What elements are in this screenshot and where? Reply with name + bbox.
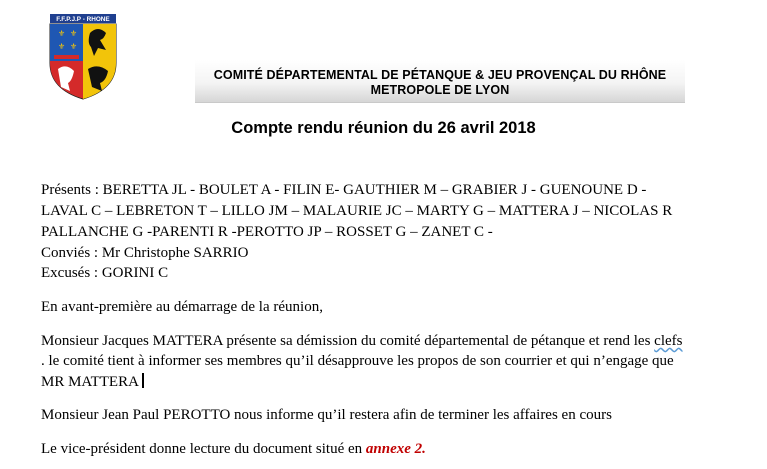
- paragraph-1-line-2: . le comité tient à informer ses membres qu’il désapprouve les propos de son courrier et qui n’engage que: [41, 353, 674, 369]
- svg-text:⚜: ⚜: [70, 29, 78, 38]
- svg-text:⚜: ⚜: [70, 42, 78, 51]
- paragraph-3: [41, 441, 426, 458]
- text-cursor: [142, 373, 144, 388]
- presents-line-1: Présents : BERETTA JL - BOULET A - FILIN E- GAUTHIER M – GRABIER J - GUENOUNE D -: [41, 182, 647, 198]
- annex-reference: annexe 2.: [365, 441, 426, 457]
- paragraph-1-line-3-text: MR MATTERA: [41, 374, 139, 390]
- logo-text: F.F.P.J.P - RHONE: [56, 16, 110, 24]
- convies-line: Conviés : Mr Christophe SARRIO: [41, 245, 249, 261]
- paragraph-3-text: Le vice-président donne lecture du document situé en: [41, 441, 366, 457]
- spelling-flagged-word: clefs: [654, 333, 683, 349]
- document-title: Compte rendu réunion du 26 avril 2018: [231, 119, 536, 137]
- paragraph-1-line-1: [41, 333, 683, 350]
- paragraph-2: Monsieur Jean Paul PEROTTO nous informe qu’il restera afin de terminer les affaires en cours: [41, 407, 612, 423]
- banner-line-2: METROPOLE DE LYON: [370, 83, 510, 97]
- paragraph-1-line-3: [41, 373, 144, 391]
- svg-text:⚜: ⚜: [58, 29, 66, 38]
- presents-line-2: LAVAL C – LEBRETON T – LILLO JM – MALAURIE JC – MARTY G – MATTERA J – NICOLAS R: [41, 203, 673, 219]
- excuses-line: Excusés : GORINI C: [41, 265, 169, 281]
- banner-line-1: COMITÉ DÉPARTEMENTAL DE PÉTANQUE & JEU PROVENÇAL DU RHÔNE: [213, 68, 667, 82]
- svg-text:⚜: ⚜: [58, 42, 66, 51]
- ffpjp-rhone-logo: [38, 11, 128, 101]
- organization-banner: [195, 60, 685, 103]
- presents-line-3: PALLANCHE G -PARENTI R -PEROTTO JP – ROSSET G – ZANET C -: [41, 224, 493, 240]
- intro-paragraph: En avant-première au démarrage de la réunion,: [41, 299, 323, 315]
- paragraph-1-line-1-text: Monsieur Jacques MATTERA présente sa démission du comité départemental de pétanque et rend les: [41, 333, 655, 349]
